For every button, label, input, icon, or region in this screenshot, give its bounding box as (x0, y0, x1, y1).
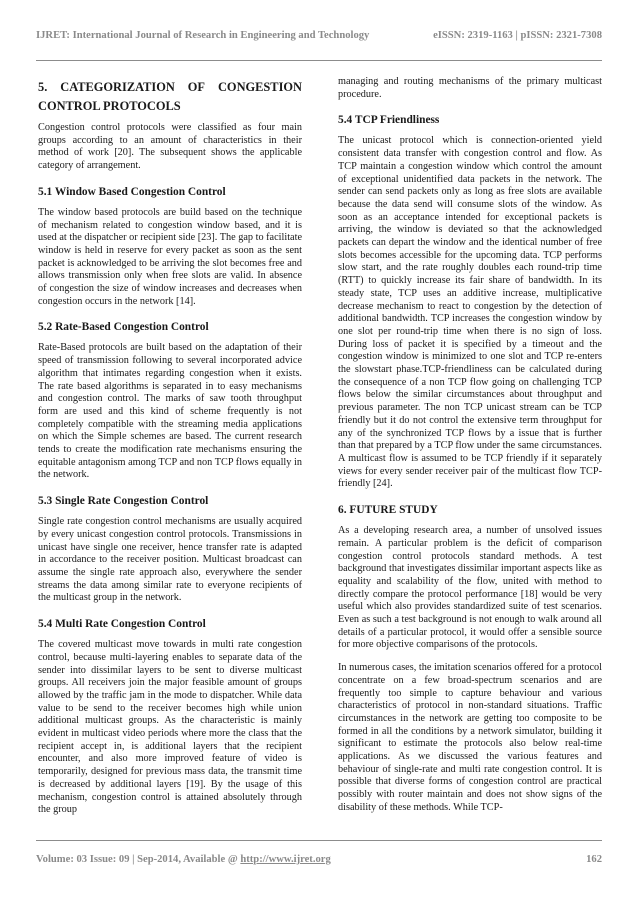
section-5-word-3: CONGESTION (217, 80, 302, 94)
running-footer (36, 854, 602, 865)
tcp-friendliness-heading: 5.4 TCP Friendliness (338, 114, 440, 127)
running-header (36, 30, 602, 41)
header-divider (36, 60, 602, 61)
page-number: 162 (586, 854, 602, 865)
section-5-number: 5. (38, 80, 48, 94)
section-5-1-heading: 5.1 Window Based Congestion Control (38, 185, 226, 198)
section-5-title (38, 78, 302, 116)
section-6-paragraph-1: As a developing research area, a number of unsolved issues remain. A particular problem is the deficit of comparison congestion control protocols standard methods. A test background that investigates dissimilar important aspects like as equality and scalability of the flow, united with method to directly compare the protocol performance [18] would be very useful which also provides standardized suite of test scenarios. Even as such a test background is not enough to walk around all details of a particular protocol, it would offer a sensible source for more objective comparisons of the protocols. (338, 525, 602, 651)
section-5-intro: Congestion control protocols were classified as four main groups according to an amount of characteristics in their method of work [20]. The subsequent shows the applicable category of arrangement. (38, 122, 302, 172)
section-5-1-text: The window based protocols are build based on the technique of mechanism related to congestion window based, and it is used at the dispatcher or recipient side [23]. The gap to facilitate window is held in reserve for every packet as soon as the sent packet is acknowledged to be arriving the slot becomes free and allows transmission only when free slots are valid. In absence of congestion the size of window increases and decreases when congestion occurs in the network [14]. (38, 206, 302, 307)
section-5-2-heading: 5.2 Rate-Based Congestion Control (38, 321, 209, 334)
left-column (38, 78, 302, 827)
section-5-3-heading: 5.3 Single Rate Congestion Control (38, 495, 209, 508)
footer-volume (36, 854, 331, 865)
issn-info: eISSN: 2319-1163 | pISSN: 2321-7308 (433, 30, 602, 41)
journal-name: IJRET: International Journal of Research in Engineering and Technology (36, 30, 370, 41)
section-5-4-continued: managing and routing mechanisms of the primary multicast procedure. (338, 76, 602, 100)
section-5-word-1: CATEGORIZATION (60, 80, 175, 94)
right-column (338, 76, 602, 825)
section-6-heading: 6. FUTURE STUDY (338, 504, 438, 517)
section-5-word-2: OF (187, 80, 205, 94)
footer-volume-text: Volume: 03 Issue: 09 | Sep-2014, Available @ (36, 854, 241, 865)
journal-url-link[interactable]: http://www.ijret.org (240, 854, 331, 865)
section-6-paragraph-2: In numerous cases, the imitation scenarios offered for a protocol concentrate on a few broad-spectrum scenarios and are frequently too simple to capture behaviour and various characteristics of protocol in non-standard situations. Traffic circumstances in the network are getting too composite to be formed in all the conditions by a network simulator, building it significant to estimate the protocols also below real-time applications. As we discussed the various features and behaviour of single-rate and multi rate congestion control. It is possible that diverse forms of congestion control are practical possibly with router maintain and does not show signs of the disability of these methods. While TCP- (338, 662, 602, 813)
section-5-title-line-2: CONTROL PROTOCOLS (38, 99, 181, 113)
footer-divider (36, 840, 602, 841)
section-5-4-text: The covered multicast move towards in multi rate congestion control, because multi-layering enables to separate data of the sender into dissimilar layers to be sent to diverse multicast groups. All receivers join the major feasible amount of groups allowed by the traffic jam in the mode to dispatcher. While data value to be send to the receiver becomes high while union additional multicast groups. As the characteristic is mainly evident in multicast video periods where more the class that the recipient accept in, is additional layers that the recipient encounter, and also more improved feature of video is temporarily, designed for previous mass data, the transmit time is decreased by additional layers [19]. By the usage of this mechanism, congestion control is attained absolutely through the group (38, 639, 302, 816)
section-5-2-text: Rate-Based protocols are built based on the adaptation of their speed of transmission following to several incorporated advice algorithm that intimates regarding congestion when it exists. The rate based algorithms is separated in to easy mechanisms and congestion control. The marks of saw tooth throughput form are used and this kind of scheme frequently is not completely compatible with the streaming media applications on which the Simple schemes are based. The current research tends to create the modification rate mechanisms ensuring the equitable antagonism among TCP and non TCP flows equally in the network. (38, 342, 302, 481)
tcp-friendliness-text: The unicast protocol which is connection-oriented yield consistent data transfer with congestion control and flow. As TCP maintain a congestion window which control the amount of exceptional unidentified data packets in the network. The sender can send packets only as long as free slots are available because the data send will consume slots of the window. As soon as an acceptance intended for exceptional packets is arriving, the window is deviated so that the acknowledged packets can depart the window and the identical number of free slots becomes accessible for the upcoming data. TCP performs slow start, and the rate roughly doubles each round-trip time (RTT) to quickly increase its fair share of bandwidth. In its steady state, TCP uses an additive increase, multiplicative decrease mechanism to react to congestion by the detection of additional bandwidth. TCP increases the congestion window by one slot per round-trip time when there is no sign of loss. During loss of packet it is specified by a timeout and the congestion window is minimized to one slot and TCP re-enters the slowstart phase.TCP-friendliness can be calculated during the consequence of a non TCP flow going on challenging TCP flows below the similar circumstances about throughput and previous parameter. The non TCP unicast stream can be TCP friendly but it do not control the extensive term throughput for any of the synchronized TCP flows by a issue that is further than that prepared by a TCP flow under the same circumstances. A multicast flow is assumed to be TCP friendly if it separately views for every sender receiver pair of the multicast flow TCP-friendly [24]. (338, 135, 602, 490)
section-5-3-text: Single rate congestion control mechanisms are usually acquired by every unicast congestion control protocols. Transmissions in unicast have single one receiver, hence transfer rate is adapted in accordance to the receiver position. Multicast broadcast can assume the single rate approach also, everywhere the sender streams the data among similar rate to everyone recipients of the multicast group in the network. (38, 516, 302, 604)
section-5-4-heading: 5.4 Multi Rate Congestion Control (38, 618, 206, 631)
